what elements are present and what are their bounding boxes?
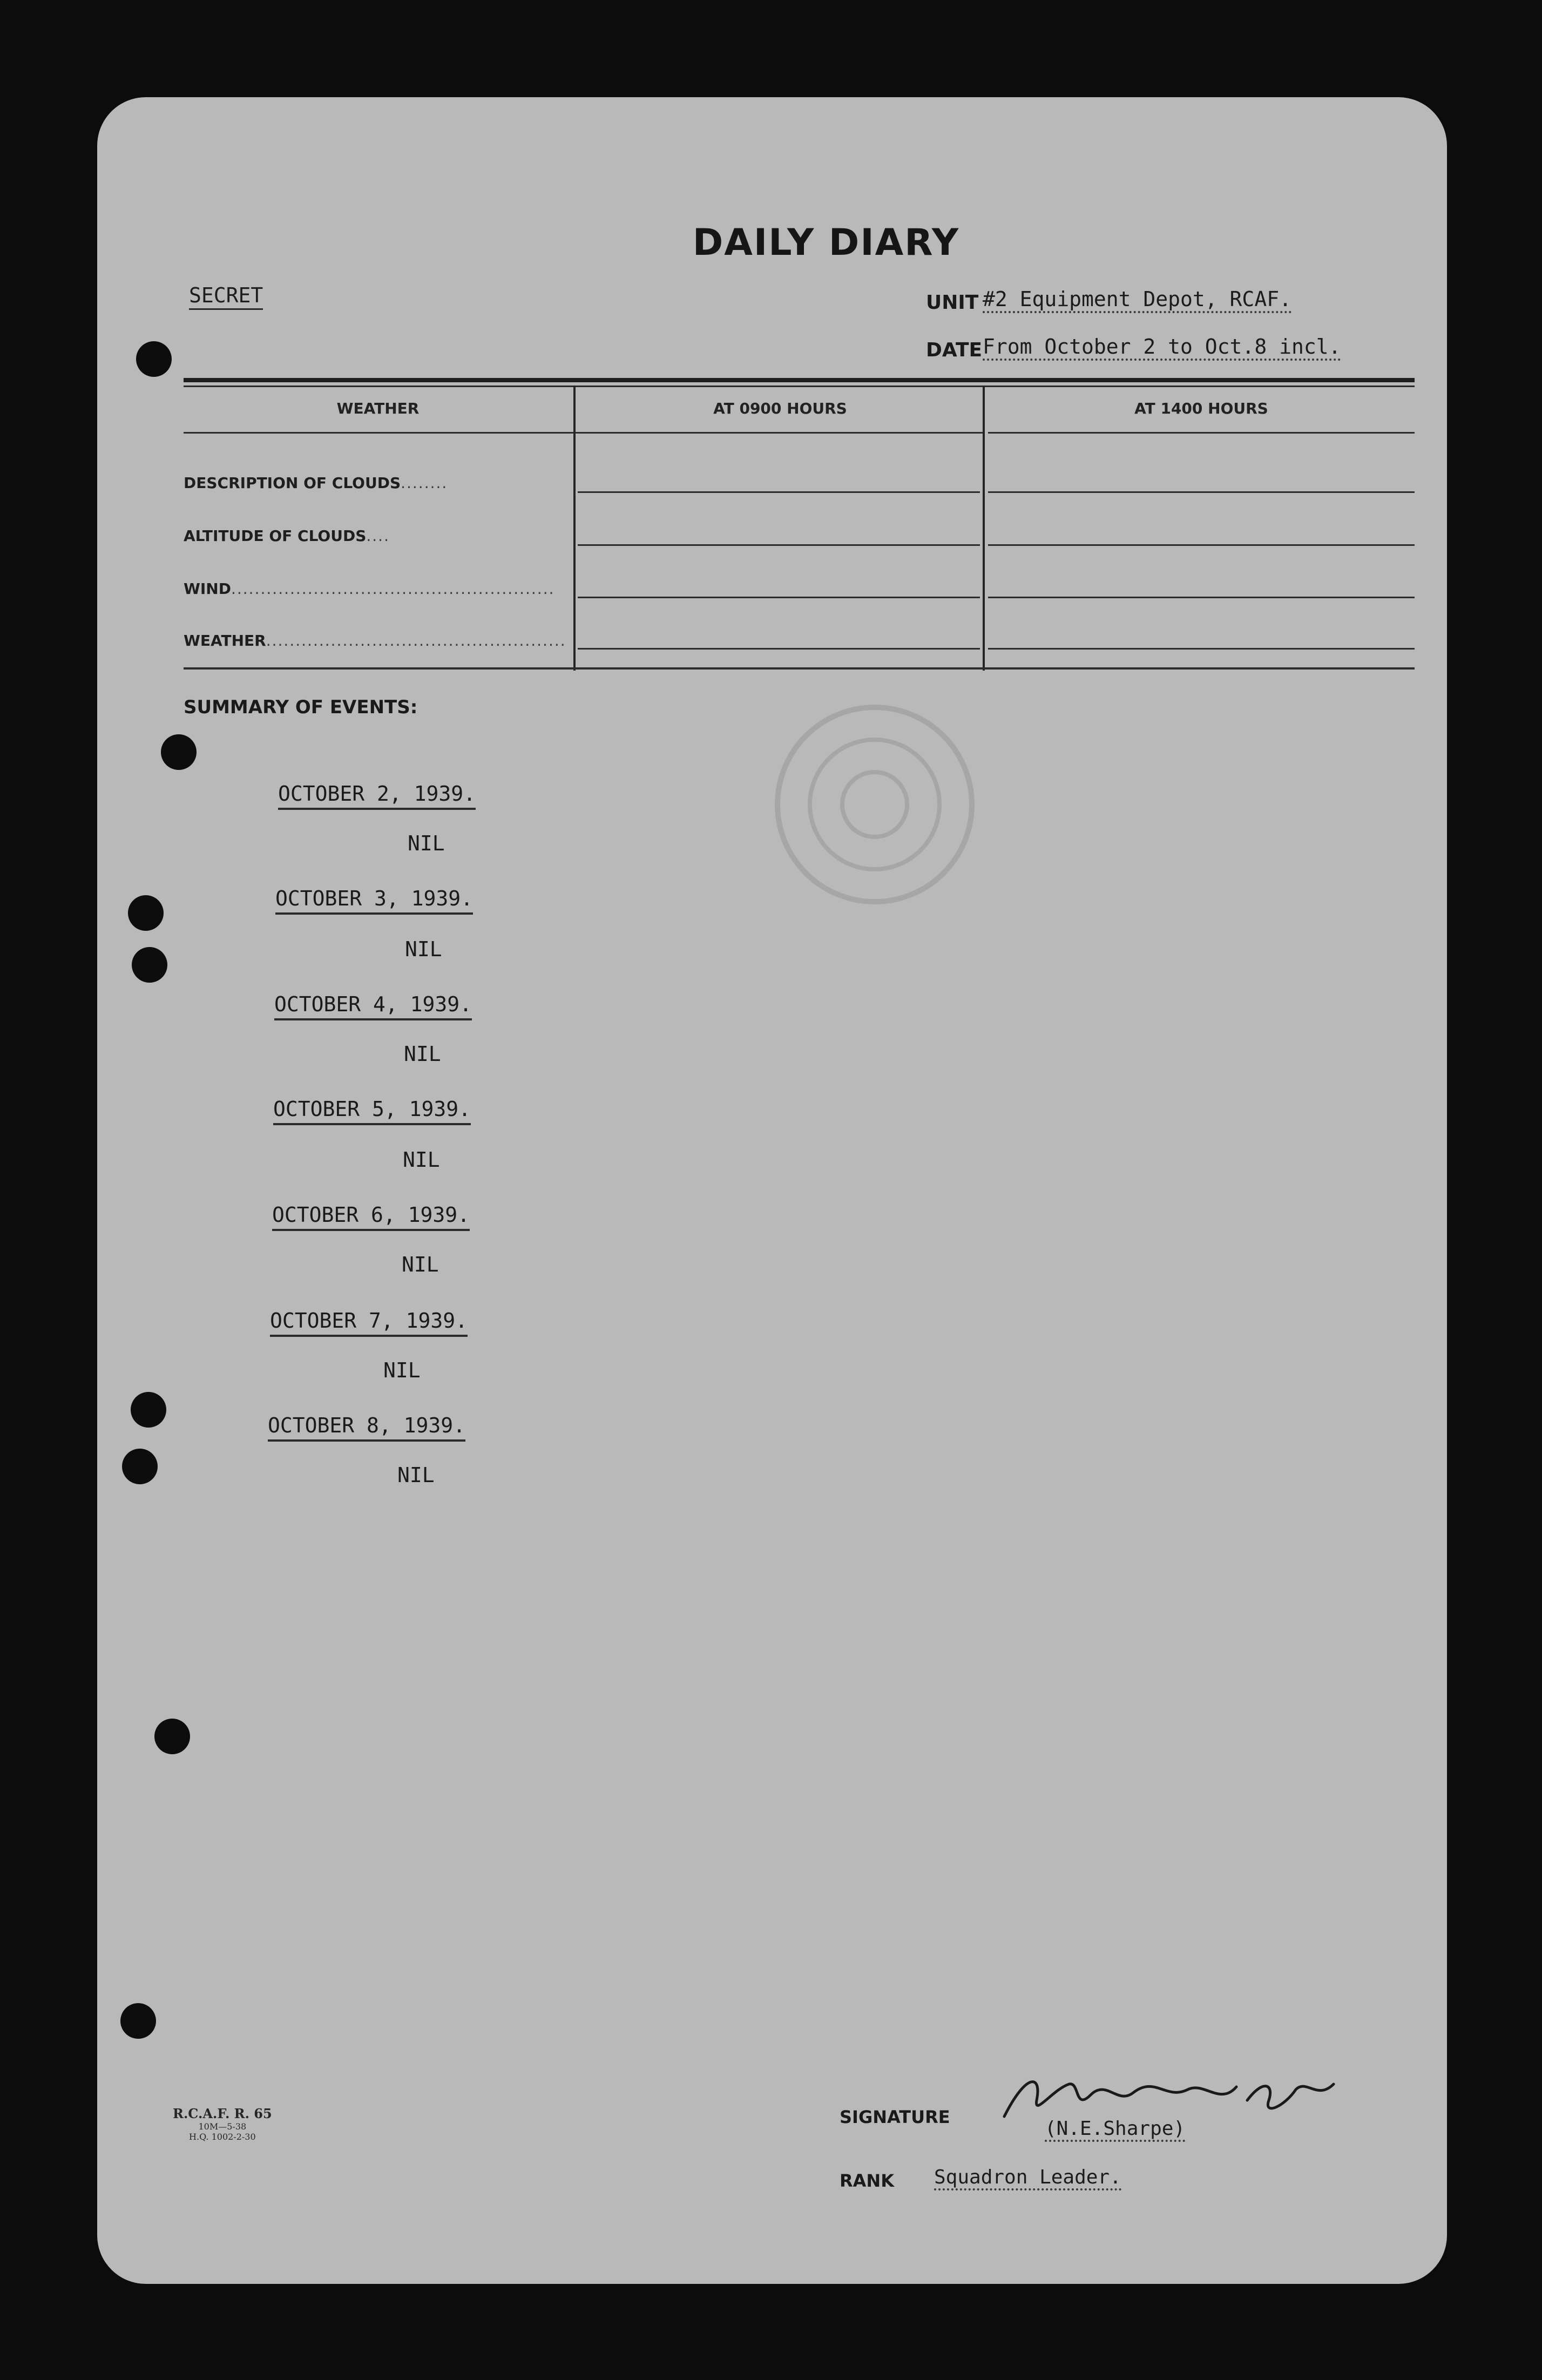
form-identifier [173,2106,272,2142]
column-divider [573,386,576,671]
event-note: NIL [402,1253,439,1276]
event-note: NIL [408,831,445,855]
1400-col-header: AT 1400 HOURS [1134,400,1268,417]
table-top-rule-thin [184,386,1415,387]
event-date: OCTOBER 3, 1939. [275,887,473,915]
row-rule [578,597,980,598]
weather-table [184,378,1415,670]
row-rule [578,648,980,650]
classification-stamp: SECRET [189,283,263,310]
event-date: OCTOBER 7, 1939. [270,1309,468,1337]
binder-hole [128,895,164,931]
unit-label: UNIT [926,292,979,314]
event-note: NIL [405,937,442,961]
column-divider [983,386,985,671]
header-underline [184,432,573,434]
event-date: OCTOBER 5, 1939. [273,1097,471,1125]
row-rule [578,544,980,546]
embossed-seal-icon [761,691,988,918]
row-rule [988,544,1415,546]
event-note: NIL [383,1358,421,1382]
event-date: OCTOBER 6, 1939. [272,1203,470,1231]
table-row-label: WIND....................................................... [184,580,555,598]
row-rule [578,491,980,493]
binder-hole [154,1719,190,1754]
event-date: OCTOBER 4, 1939. [274,992,472,1020]
binder-hole [136,341,172,377]
rank-label: RANK [840,2171,894,2191]
page-title: DAILY DIARY [692,221,960,264]
diary-page [97,97,1447,2284]
row-rule [988,597,1415,598]
summary-label: SUMMARY OF EVENTS: [184,697,418,718]
form-number: R.C.A.F. R. 65 [173,2106,272,2121]
date-label: DATE [926,339,983,361]
form-print-run: 10M—5-38 [198,2121,247,2132]
header-underline [576,432,983,434]
row-rule [988,648,1415,650]
event-date: OCTOBER 8, 1939. [268,1414,465,1442]
event-note: NIL [404,1042,441,1066]
table-row-label: WEATHER................................................... [184,632,566,650]
0900-col-header: AT 0900 HOURS [713,400,847,417]
binder-hole [161,734,197,770]
form-hq-ref: H.Q. 1002-2-30 [189,2132,256,2142]
binder-hole [120,2003,156,2039]
event-date: OCTOBER 2, 1939. [278,782,476,810]
signature-name: (N.E.Sharpe) [1045,2118,1185,2142]
table-top-rule [184,378,1415,382]
unit-value: #2 Equipment Depot, RCAF. [983,287,1291,313]
table-row-label: DESCRIPTION OF CLOUDS........ [184,474,448,492]
binder-hole [122,1449,158,1484]
table-bottom-rule [184,667,1415,670]
table-row-label: ALTITUDE OF CLOUDS.... [184,527,390,545]
signature-label: SIGNATURE [840,2107,950,2127]
rank-value: Squadron Leader. [934,2166,1121,2190]
event-note: NIL [403,1148,440,1172]
weather-col-header: WEATHER [336,400,420,417]
binder-hole [132,947,167,983]
date-value: From October 2 to Oct.8 incl. [983,335,1341,361]
event-note: NIL [397,1463,435,1487]
header-underline [988,432,1415,434]
row-rule [988,491,1415,493]
binder-hole [131,1392,166,1428]
